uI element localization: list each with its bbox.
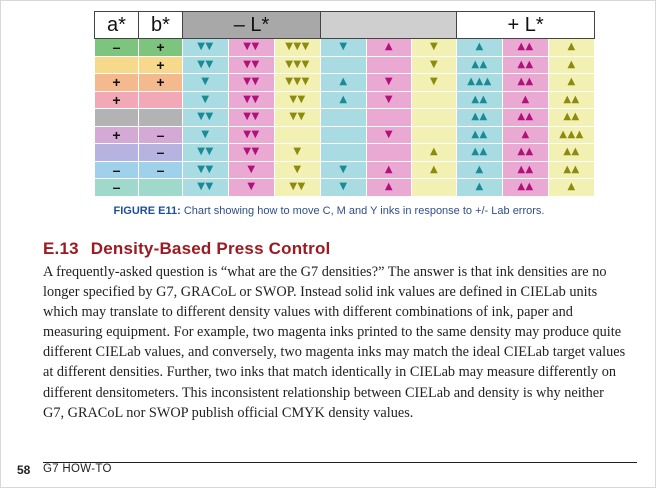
cell-a-star: –: [95, 39, 139, 57]
cell-b-star: [139, 109, 183, 127]
cell-yellow-adjustment: ▲▲: [549, 91, 595, 109]
cell-magenta-adjustment: ▲▲: [503, 161, 549, 179]
cell-cyan-adjustment: ▲▲▲: [457, 74, 503, 92]
cell-cyan-adjustment: ▼: [183, 91, 229, 109]
cell-b-star: –: [139, 126, 183, 144]
cell-cyan-adjustment: ▼▼: [183, 179, 229, 197]
cell-a-star: [95, 109, 139, 127]
cell-magenta-adjustment: ▲: [503, 91, 549, 109]
cell-yellow-adjustment: ▲: [549, 39, 595, 57]
cell-magenta-adjustment: ▼: [229, 179, 275, 197]
cell-yellow-adjustment: ▼▼: [275, 109, 321, 127]
chart-row: [95, 74, 595, 92]
cell-magenta-adjustment: ▼: [229, 161, 275, 179]
cell-yellow-adjustment: [412, 91, 457, 109]
cell-magenta-adjustment: ▼▼: [229, 109, 275, 127]
cell-magenta-adjustment: ▲▲: [503, 179, 549, 197]
cell-magenta-adjustment: ▼: [367, 126, 412, 144]
cell-a-star: +: [95, 91, 139, 109]
cell-cyan-adjustment: ▼: [183, 126, 229, 144]
cell-cyan-adjustment: ▼: [183, 74, 229, 92]
cell-cyan-adjustment: ▲: [321, 91, 367, 109]
cell-yellow-adjustment: ▼▼▼: [275, 39, 321, 57]
header-a-star: a*: [95, 12, 139, 39]
chart-row: [95, 179, 595, 197]
cell-yellow-adjustment: ▼: [412, 74, 457, 92]
running-title: G7 HOW-TO: [43, 463, 112, 475]
cell-b-star: [139, 91, 183, 109]
cell-cyan-adjustment: ▼: [321, 179, 367, 197]
cell-cyan-adjustment: [321, 126, 367, 144]
cell-b-star: +: [139, 56, 183, 74]
header-neutral-l: [321, 12, 457, 39]
cell-cyan-adjustment: ▼▼: [183, 161, 229, 179]
section-heading: [43, 239, 330, 259]
cell-yellow-adjustment: ▲▲: [549, 161, 595, 179]
cell-magenta-adjustment: [367, 109, 412, 127]
cell-a-star: [95, 56, 139, 74]
section-body-paragraph: A frequently-asked question is “what are the G7 densities?” The answer is that ink densities are no longer specified by G7, GRACoL or SWOP. Instead solid ink values are defined in CIELab units which may translate to different density values with different combinations of ink, paper and measuring equipment. For example, two magenta inks printed to the same density may produce quite different CIELab values, and conversely, two magenta inks may match the ideal CIELab target values at different densities. Further, two inks that match identically in CIELab may measure differently on different densitometers. This inconsistent relationship between CIELab and density is why neither G7, GRACoL nor SWOP publish official CMYK density values.: [43, 264, 626, 421]
chart-header-row: [95, 12, 595, 39]
cell-yellow-adjustment: ▼▼: [275, 91, 321, 109]
cell-cyan-adjustment: ▼: [321, 161, 367, 179]
cell-cyan-adjustment: ▲▲: [457, 109, 503, 127]
cell-yellow-adjustment: ▼▼: [275, 179, 321, 197]
section-number: E.13: [43, 239, 79, 258]
cell-cyan-adjustment: ▼▼: [183, 109, 229, 127]
cell-cyan-adjustment: ▼▼: [183, 39, 229, 57]
cell-yellow-adjustment: ▲: [549, 74, 595, 92]
cell-a-star: –: [95, 179, 139, 197]
chart-row: [95, 126, 595, 144]
figure-e11: [94, 11, 594, 197]
cell-yellow-adjustment: ▲▲: [549, 144, 595, 162]
cell-magenta-adjustment: ▼▼: [229, 56, 275, 74]
cell-cyan-adjustment: [321, 56, 367, 74]
cell-a-star: +: [95, 74, 139, 92]
cell-magenta-adjustment: ▲: [367, 179, 412, 197]
cell-magenta-adjustment: ▲▲: [503, 56, 549, 74]
lab-correction-chart: [94, 11, 595, 197]
cell-yellow-adjustment: ▲▲: [549, 109, 595, 127]
cell-magenta-adjustment: ▼: [367, 74, 412, 92]
cell-a-star: +: [95, 126, 139, 144]
footer-rule: [43, 462, 637, 463]
cell-a-star: [95, 144, 139, 162]
cell-magenta-adjustment: ▼▼: [229, 126, 275, 144]
cell-yellow-adjustment: ▼: [275, 161, 321, 179]
cell-yellow-adjustment: ▲: [549, 56, 595, 74]
page-number: 58: [17, 463, 31, 477]
cell-b-star: –: [139, 161, 183, 179]
cell-cyan-adjustment: ▲: [457, 161, 503, 179]
header-minus-l: – L*: [183, 12, 321, 39]
cell-cyan-adjustment: ▲▲: [457, 126, 503, 144]
cell-cyan-adjustment: ▲▲: [457, 56, 503, 74]
cell-yellow-adjustment: ▲: [549, 179, 595, 197]
cell-yellow-adjustment: ▼: [275, 144, 321, 162]
cell-b-star: +: [139, 74, 183, 92]
cell-cyan-adjustment: ▲: [321, 74, 367, 92]
chart-row: [95, 109, 595, 127]
caption-text: Chart showing how to move C, M and Y inks in response to +/- Lab errors.: [180, 205, 545, 217]
chart-row: [95, 161, 595, 179]
cell-magenta-adjustment: ▲▲: [503, 74, 549, 92]
cell-cyan-adjustment: ▼: [321, 39, 367, 57]
cell-yellow-adjustment: [412, 126, 457, 144]
cell-b-star: [139, 179, 183, 197]
cell-b-star: +: [139, 39, 183, 57]
figure-caption: [1, 205, 656, 217]
chart-body: [95, 39, 595, 197]
cell-magenta-adjustment: ▼: [367, 91, 412, 109]
cell-yellow-adjustment: ▼▼▼: [275, 56, 321, 74]
header-b-star: b*: [139, 12, 183, 39]
cell-magenta-adjustment: ▼▼: [229, 91, 275, 109]
cell-cyan-adjustment: ▲: [457, 39, 503, 57]
cell-magenta-adjustment: ▲: [367, 39, 412, 57]
cell-magenta-adjustment: ▲: [503, 126, 549, 144]
cell-magenta-adjustment: ▼▼: [229, 144, 275, 162]
cell-yellow-adjustment: ▼: [412, 56, 457, 74]
cell-magenta-adjustment: ▲▲: [503, 144, 549, 162]
cell-yellow-adjustment: ▼: [412, 39, 457, 57]
cell-b-star: –: [139, 144, 183, 162]
caption-label: FIGURE E11:: [113, 205, 181, 217]
cell-yellow-adjustment: [412, 179, 457, 197]
cell-cyan-adjustment: [321, 109, 367, 127]
cell-cyan-adjustment: ▲▲: [457, 91, 503, 109]
section-title: Density-Based Press Control: [90, 239, 331, 258]
cell-magenta-adjustment: ▲: [367, 161, 412, 179]
cell-cyan-adjustment: ▲: [457, 179, 503, 197]
cell-magenta-adjustment: [367, 144, 412, 162]
header-plus-l: + L*: [457, 12, 595, 39]
cell-yellow-adjustment: ▲▲▲: [549, 126, 595, 144]
cell-yellow-adjustment: [275, 126, 321, 144]
cell-magenta-adjustment: ▼▼: [229, 74, 275, 92]
cell-cyan-adjustment: ▲▲: [457, 144, 503, 162]
chart-row: [95, 144, 595, 162]
chart-row: [95, 39, 595, 57]
cell-yellow-adjustment: [412, 109, 457, 127]
cell-yellow-adjustment: ▼▼▼: [275, 74, 321, 92]
cell-magenta-adjustment: ▲▲: [503, 109, 549, 127]
cell-magenta-adjustment: [367, 56, 412, 74]
cell-cyan-adjustment: [321, 144, 367, 162]
cell-yellow-adjustment: ▲: [412, 144, 457, 162]
chart-row: [95, 91, 595, 109]
cell-cyan-adjustment: ▼▼: [183, 56, 229, 74]
cell-magenta-adjustment: ▲▲: [503, 39, 549, 57]
chart-row: [95, 56, 595, 74]
cell-cyan-adjustment: ▼▼: [183, 144, 229, 162]
cell-yellow-adjustment: ▲: [412, 161, 457, 179]
cell-a-star: –: [95, 161, 139, 179]
cell-magenta-adjustment: ▼▼: [229, 39, 275, 57]
